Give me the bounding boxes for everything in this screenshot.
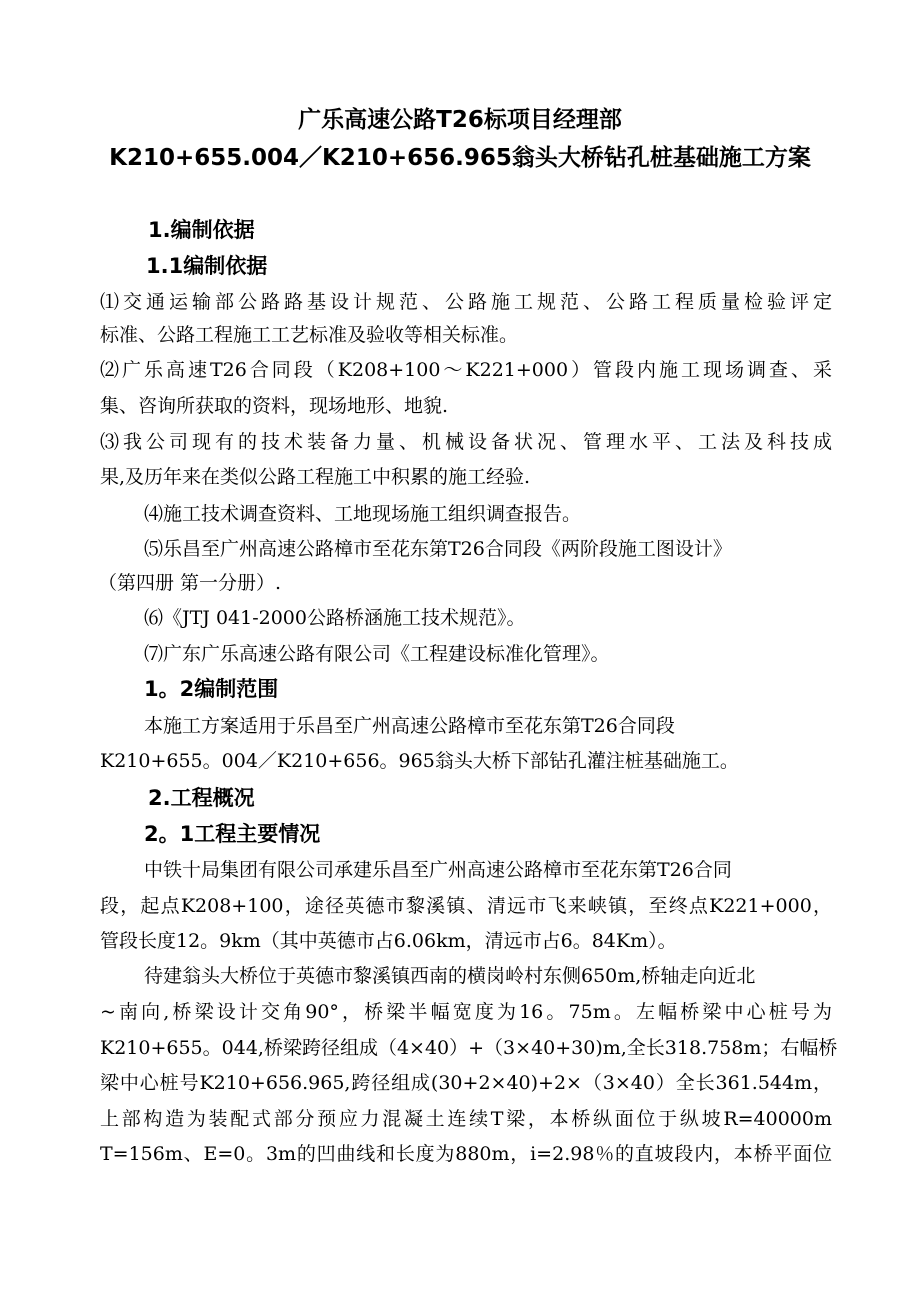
overview-para-1-line-2: 段，起点K208+100，途径英德市黎溪镇、清远市飞来峡镇，至终点K221+000， bbox=[100, 895, 832, 917]
section-2-1-heading: 2。1工程主要情况 bbox=[144, 822, 321, 846]
document-title-line-2: K210+655.004／K210+656.965翁头大桥钻孔桩基础施工方案 bbox=[109, 145, 811, 171]
section-2-heading: 2.工程概况 bbox=[148, 786, 255, 810]
overview-para-2-line-1: 待建翁头大桥位于英德市黎溪镇西南的横岗岭村东侧650m,桥轴走向近北 bbox=[144, 965, 756, 987]
overview-para-2-line-4: 梁中心桩号K210+656.965,跨径组成(30+2×40)+2×（3×40）全长361.544m， bbox=[100, 1072, 832, 1094]
basis-item-2-line-2: 集、咨询所获取的资料，现场地形、地貌. bbox=[100, 395, 449, 417]
basis-item-3-line-1: ⑶我公司现有的技术装备力量、机械设备状况、管理水平、工法及科技成 bbox=[100, 431, 832, 453]
basis-item-3-line-2: 果,及历年来在类似公路工程施工中积累的施工经验. bbox=[100, 466, 531, 488]
scope-line-2: K210+655。004／K210+656。965翁头大桥下部钻孔灌注桩基础施工。 bbox=[100, 750, 739, 772]
basis-item-4: ⑷施工技术调查资料、工地现场施工组织调查报告。 bbox=[144, 503, 582, 525]
overview-para-2-line-2: ~南向,桥梁设计交角90°，桥梁半幅宽度为16。75m。左幅桥梁中心桩号为 bbox=[100, 1001, 832, 1023]
overview-para-1-line-1: 中铁十局集团有限公司承建乐昌至广州高速公路樟市至花东第T26合同 bbox=[144, 859, 732, 881]
basis-item-5-line-2: （第四册 第一分册）. bbox=[98, 572, 282, 594]
scope-line-1: 本施工方案适用于乐昌至广州高速公路樟市至花东第T26合同段 bbox=[144, 715, 675, 737]
overview-para-1-line-3: 管段长度12。9km（其中英德市占6.06km，清远市占6。84Km）。 bbox=[100, 930, 677, 952]
document-title-line-1: 广乐高速公路T26标项目经理部 bbox=[298, 107, 622, 133]
section-1-2-heading: 1。2编制范围 bbox=[144, 677, 279, 701]
section-1-1-heading: 1.1编制依据 bbox=[146, 254, 268, 278]
overview-para-2-line-6: T=156m、E=0。3m的凹曲线和长度为880m，i=2.98％的直坡段内，本桥平面位 bbox=[100, 1143, 832, 1165]
overview-para-2-line-3: K210+655。044,桥梁跨径组成（4×40）+（3×40+30)m,全长318.758m；右幅桥 bbox=[100, 1037, 838, 1059]
basis-item-1-line-1: ⑴交通运输部公路路基设计规范、公路施工规范、公路工程质量检验评定 bbox=[100, 291, 832, 313]
section-1-heading: 1.编制依据 bbox=[148, 218, 255, 242]
overview-para-2-line-5: 上部构造为装配式部分预应力混凝土连续T梁，本桥纵面位于纵坡R=40000m bbox=[100, 1108, 832, 1130]
basis-item-2-line-1: ⑵广乐高速T26合同段（K208+100～K221+000）管段内施工现场调查、采 bbox=[100, 359, 832, 381]
basis-item-1-line-2: 标准、公路工程施工工艺标准及验收等相关标准。 bbox=[100, 324, 519, 346]
basis-item-7: ⑺广东广乐高速公路有限公司《工程建设标准化管理》。 bbox=[144, 643, 610, 665]
basis-item-5-line-1: ⑸乐昌至广州高速公路樟市至花东第T26合同段《两阶段施工图设计》 bbox=[144, 538, 732, 560]
basis-item-6: ⑹《JTJ 041-2000公路桥涵施工技术规范》。 bbox=[144, 607, 526, 629]
